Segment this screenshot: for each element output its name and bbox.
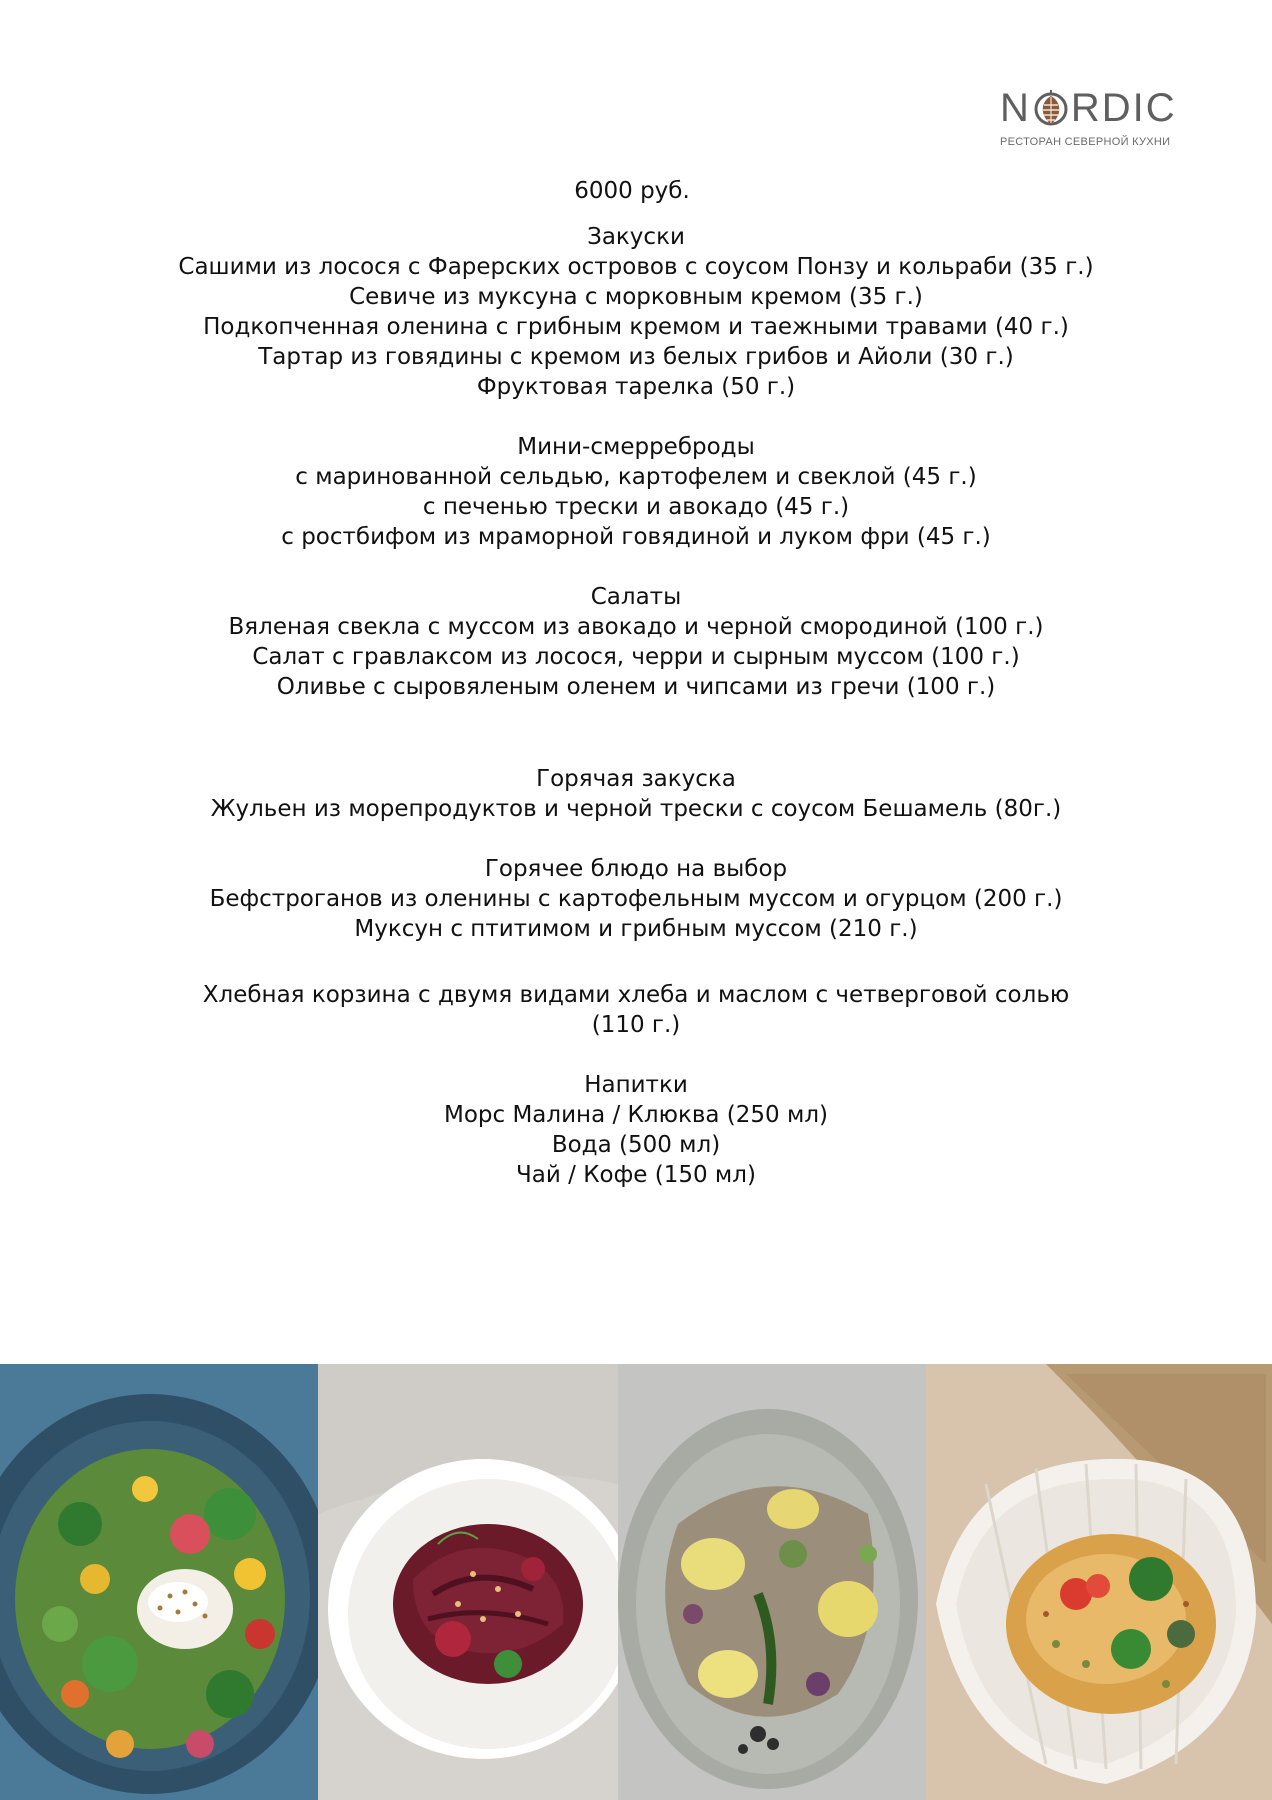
menu-price: 6000 руб. xyxy=(574,178,690,204)
menu-item: Тартар из говядины с кремом из белых грибов и Айоли (30 г.) xyxy=(258,344,1014,370)
section-title: Горячая закуска xyxy=(536,766,736,792)
menu-item: (110 г.) xyxy=(591,1012,681,1038)
logo-subtitle: РЕСТОРАН СЕВЕРНОЙ КУХНИ xyxy=(1000,136,1171,148)
section-title: Мини-смерреброды xyxy=(517,434,755,460)
section-main-course xyxy=(0,854,1272,944)
banquet-menu xyxy=(0,176,1272,1220)
menu-item: Бефстроганов из оленины с картофельным муссом и огурцом (200 г.) xyxy=(209,886,1063,912)
section-appetizers xyxy=(0,222,1272,402)
section-smorrebrods xyxy=(0,432,1272,552)
menu-item: с маринованной сельдью, картофелем и свеклой (45 г.) xyxy=(295,464,977,490)
section-title: Закуски xyxy=(587,224,685,250)
dumplings-photo xyxy=(618,1364,926,1800)
section-title: Горячее блюдо на выбор xyxy=(484,856,788,882)
menu-item: Салат с гравлаксом из лосося, черри и сырным муссом (100 г.) xyxy=(252,644,1020,670)
section-drinks xyxy=(0,1070,1272,1190)
restaurant-logo xyxy=(1000,86,1190,148)
menu-item: Фруктовая тарелка (50 г.) xyxy=(476,374,796,400)
section-title: Напитки xyxy=(584,1072,688,1098)
salad-photo xyxy=(0,1364,318,1800)
logo-wordmark xyxy=(1000,86,1190,130)
menu-item: Вода (500 мл) xyxy=(551,1132,721,1158)
menu-item: Оливье с сыровяленым оленем и чипсами из гречи (100 г.) xyxy=(276,674,996,700)
logo-word-end: RDIC xyxy=(1070,86,1177,130)
pine-cone-icon xyxy=(1032,88,1070,128)
menu-item: Муксун с птитимом и грибным муссом (210 г.) xyxy=(354,916,918,942)
julienne-photo xyxy=(926,1364,1272,1800)
menu-item: Сашими из лосося с Фарерских островов с соусом Понзу и кольраби (35 г.) xyxy=(178,254,1094,280)
section-title: Салаты xyxy=(590,584,682,610)
menu-item: Подкопченная оленина с грибным кремом и таежными травами (40 г.) xyxy=(203,314,1069,340)
menu-item: Морс Малина / Клюква (250 мл) xyxy=(443,1102,828,1128)
menu-item: Жульен из морепродуктов и черной трески с соусом Бешамель (80г.) xyxy=(210,796,1062,822)
section-bread-basket xyxy=(0,980,1272,1040)
section-salads xyxy=(0,582,1272,702)
logo-word-start: N xyxy=(1000,86,1031,130)
section-hot-appetizer xyxy=(0,764,1272,824)
food-photo-strip xyxy=(0,1364,1272,1800)
menu-item: с ростбифом из мраморной говядиной и луком фри (45 г.) xyxy=(281,524,991,550)
beetroot-photo xyxy=(318,1364,618,1800)
section-title: Хлебная корзина с двумя видами хлеба и маслом с четверговой солью xyxy=(202,982,1070,1008)
menu-item: Чай / Кофе (150 мл) xyxy=(516,1162,756,1188)
menu-item: с печенью трески и авокадо (45 г.) xyxy=(422,494,850,520)
menu-item: Севиче из муксуна с морковным кремом (35 г.) xyxy=(349,284,923,310)
menu-item: Вяленая свекла с муссом из авокадо и черной смородиной (100 г.) xyxy=(228,614,1044,640)
